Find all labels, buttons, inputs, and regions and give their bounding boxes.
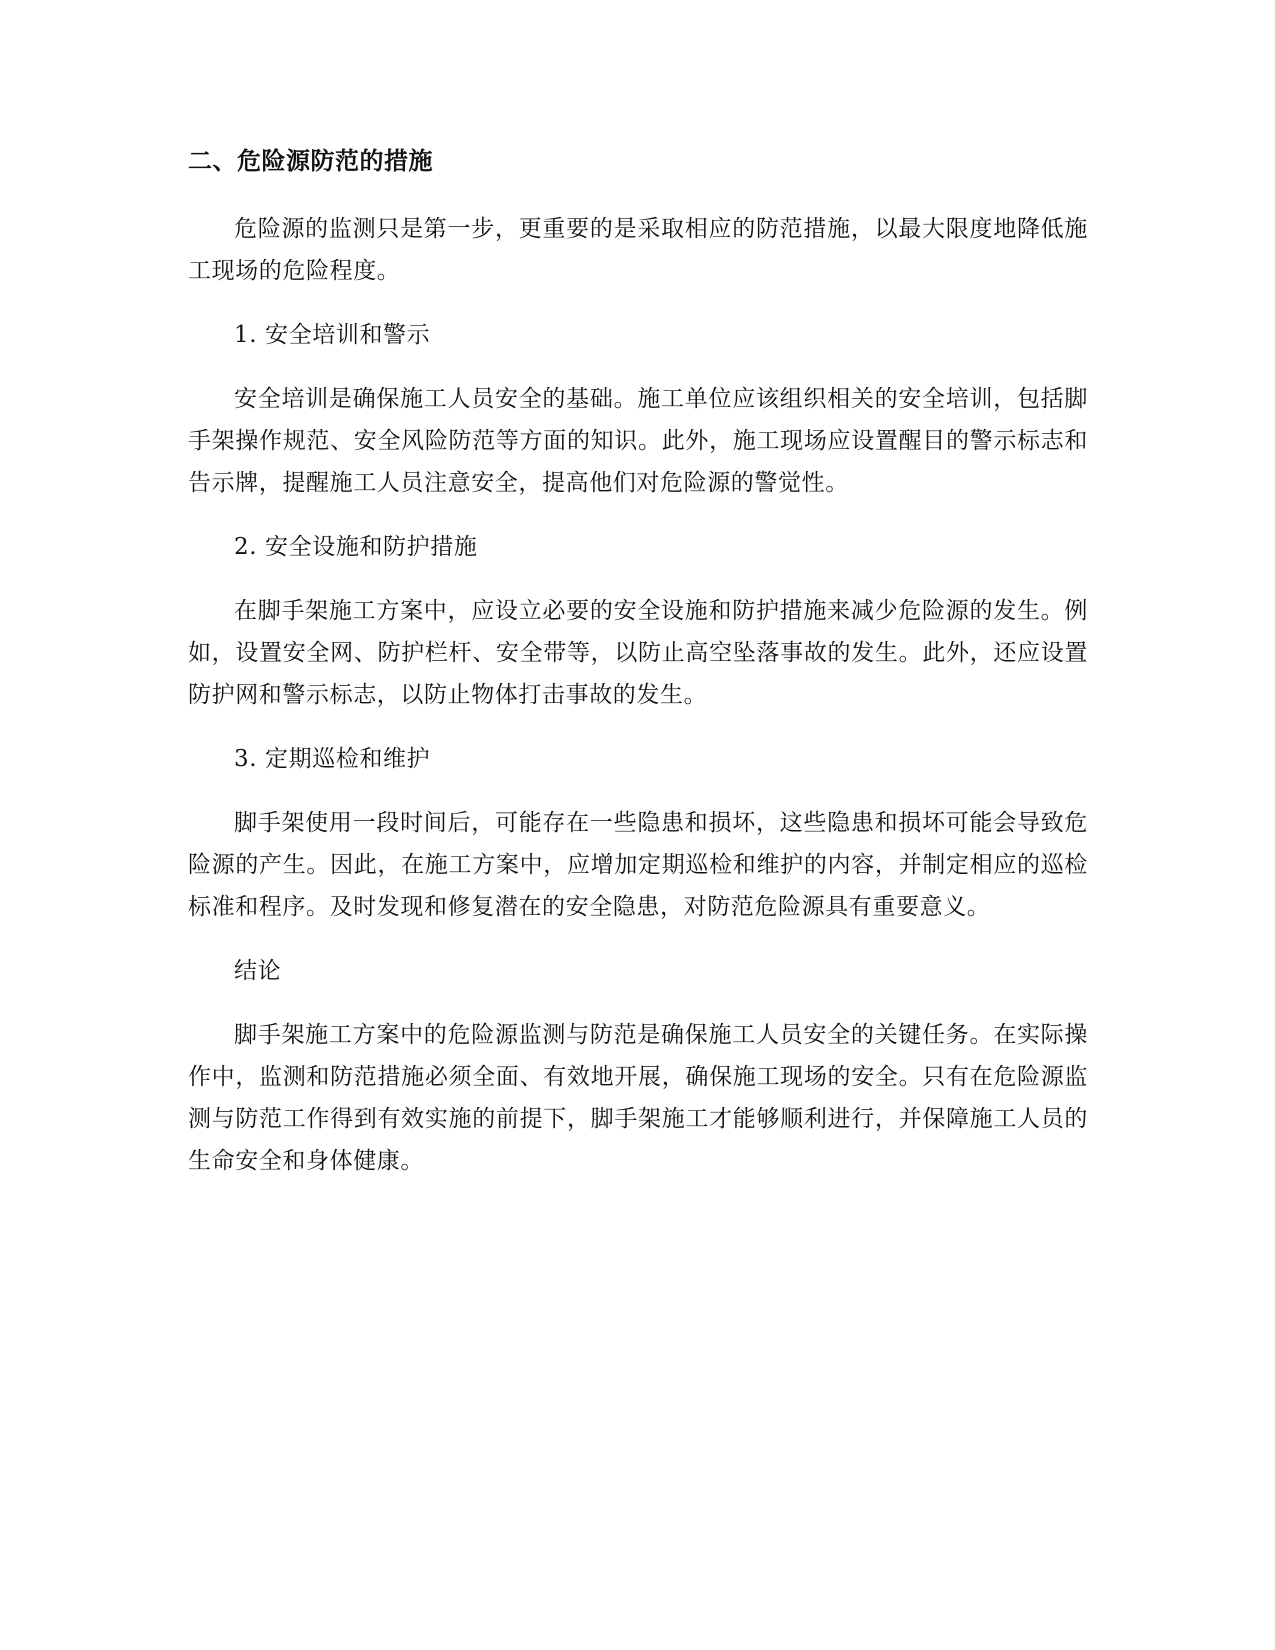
- conclusion-title: 结论: [234, 958, 282, 984]
- document-content: [188, 144, 1088, 1204]
- subsection-body-2: 在脚手架施工方案中，应设立必要的安全设施和防护措施来减少危险源的发生。例如，设置安全网、防护栏杆、安全带等，以防止高空坠落事故的发生。此外，还应设置防护网和警示标志，以防止物体打击事故的发生。: [188, 598, 1088, 708]
- subsection-body-1: 安全培训是确保施工人员安全的基础。施工单位应该组织相关的安全培训，包括脚手架操作规范、安全风险防范等方面的知识。此外，施工现场应设置醒目的警示标志和告示牌，提醒施工人员注意安全，提高他们对危险源的警觉性。: [188, 386, 1088, 496]
- subsection-body-3: 脚手架使用一段时间后，可能存在一些隐患和损坏，这些隐患和损坏可能会导致危险源的产生。因此，在施工方案中，应增加定期巡检和维护的内容，并制定相应的巡检标准和程序。及时发现和修复潜在的安全隐患，对防范危险源具有重要意义。: [188, 810, 1088, 920]
- conclusion-paragraph: 脚手架施工方案中的危险源监测与防范是确保施工人员安全的关键任务。在实际操作中，监测和防范措施必须全面、有效地开展，确保施工现场的安全。只有在危险源监测与防范工作得到有效实施的前提下，脚手架施工才能够顺利进行，并保障施工人员的生命安全和身体健康。: [188, 1022, 1088, 1174]
- subsection-title-2: 2. 安全设施和防护措施: [234, 534, 478, 560]
- section-heading: 二、危险源防范的措施: [188, 147, 433, 175]
- intro-paragraph: 危险源的监测只是第一步，更重要的是采取相应的防范措施，以最大限度地降低施工现场的危险程度。: [188, 216, 1088, 284]
- subsection-title-1: 1. 安全培训和警示: [234, 322, 431, 348]
- subsection-title-3: 3. 定期巡检和维护: [234, 746, 431, 772]
